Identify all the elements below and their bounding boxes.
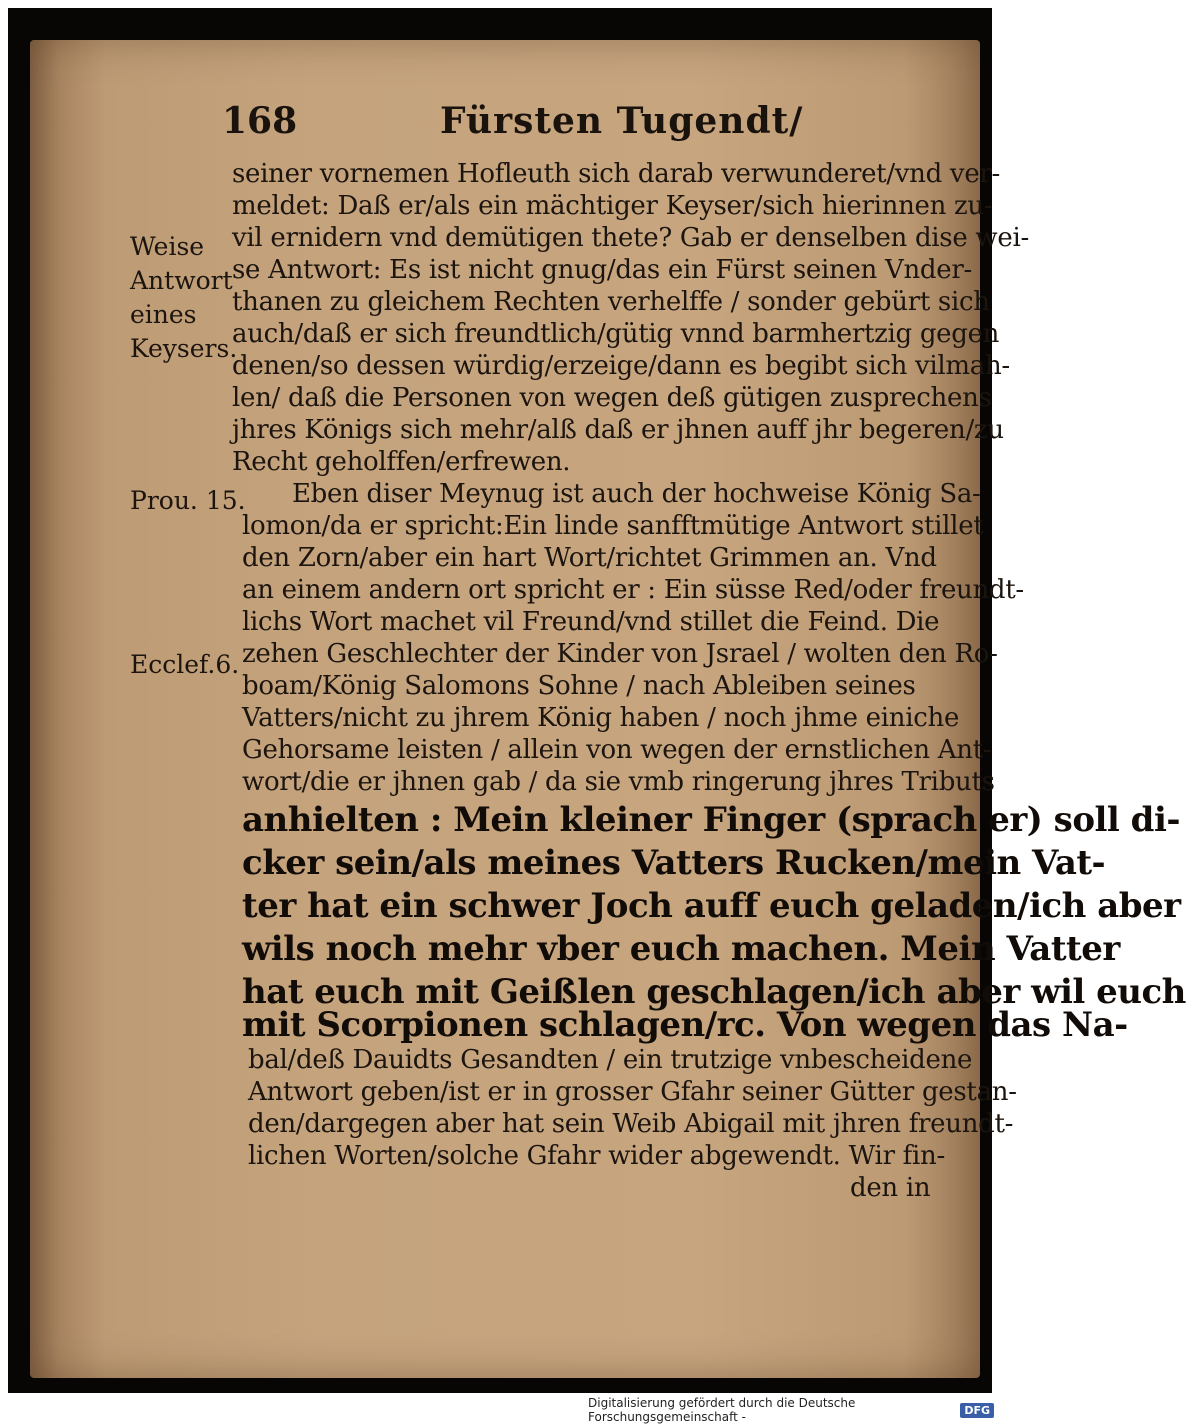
- dfg-logo: DFG: [960, 1403, 994, 1418]
- text-line: len/ daß die Personen von wegen deß gütigen zusprechens: [232, 383, 992, 413]
- running-head: Fürsten Tugendt/: [440, 100, 804, 142]
- margin-note-reference: Prou. 15.: [130, 486, 246, 515]
- text-line: seiner vornemen Hofleuth sich darab verwunderet/vnd ver-: [232, 159, 1001, 189]
- text-line-emphasis: hat euch mit Geißlen geschlagen/ich aber wil euch: [242, 972, 1186, 1012]
- text-line: Antwort geben/ist er in grosser Gfahr seiner Gütter gestan-: [248, 1077, 1017, 1107]
- text-line: Eben diser Meynug ist auch der hochweise König Sa-: [292, 479, 981, 509]
- text-line: denen/so dessen würdig/erzeige/dann es begibt sich vilmah-: [232, 351, 1010, 381]
- text-line: Recht geholffen/erfrewen.: [232, 447, 571, 477]
- text-line: boam/König Salomons Sohne / nach Ableiben seines: [242, 671, 916, 701]
- credit-text: Digitalisierung gefördert durch die Deutsche Forschungsgemeinschaft -: [588, 1396, 856, 1424]
- text-line: lichen Worten/solche Gfahr wider abgewendt. Wir fin-: [248, 1141, 945, 1171]
- margin-note: Weise: [130, 232, 205, 261]
- text-line: den Zorn/aber ein hart Wort/richtet Grimmen an. Vnd: [242, 543, 937, 573]
- margin-note: Antwort: [130, 266, 233, 295]
- text-line: thanen zu gleichem Rechten verhelffe / sonder gebürt sich: [232, 287, 990, 317]
- text-line-emphasis: ter hat ein schwer Joch auff euch geladen/ich aber: [242, 886, 1181, 926]
- text-line: se Antwort: Es ist nicht gnug/das ein Fürst seinen Vnder-: [232, 255, 972, 285]
- text-line: Vatters/nicht zu jhrem König haben / noch jhme einiche: [242, 703, 960, 733]
- text-line: wort/die er jhnen gab / da sie vmb ringerung jhres Tributs: [242, 767, 995, 797]
- text-line-emphasis: wils noch mehr vber euch machen. Mein Vatter: [242, 929, 1120, 969]
- text-line: vil ernidern vnd demütigen thete? Gab er denselben dise wei-: [232, 223, 1029, 253]
- catchword: den in: [850, 1173, 931, 1203]
- text-line: an einem andern ort spricht er : Ein süsse Red/oder freundt-: [242, 575, 1024, 605]
- text-line: meldet: Daß er/als ein mächtiger Keyser/sich hierinnen zu-: [232, 191, 993, 221]
- text-line: auch/daß er sich freundtlich/gütig vnnd barmhertzig gegen: [232, 319, 1000, 349]
- margin-note: Keysers.: [130, 334, 238, 363]
- text-line-emphasis: mit Scorpionen schlagen/rc. Von wegen das Na-: [242, 1005, 1128, 1045]
- text-line: den/dargegen aber hat sein Weib Abigail mit jhren freundt-: [248, 1109, 1014, 1139]
- digitization-credit: [588, 1396, 994, 1424]
- text-line: bal/deß Dauidts Gesandten / ein trutzige vnbescheidene: [248, 1045, 973, 1075]
- text-line-emphasis: cker sein/als meines Vatters Rucken/mein Vat-: [242, 843, 1106, 883]
- margin-note-reference: Ecclef.6.: [130, 650, 240, 679]
- text-line-emphasis: anhielten : Mein kleiner Finger (sprach er) soll di-: [242, 800, 1180, 840]
- margin-note: eines: [130, 300, 197, 329]
- page-number: 168: [222, 100, 298, 142]
- text-line: jhres Königs sich mehr/alß daß er jhnen auff jhr begeren/zu: [232, 415, 1004, 445]
- text-line: lichs Wort machet vil Freund/vnd stillet die Feind. Die: [242, 607, 940, 637]
- text-line: Gehorsame leisten / allein von wegen der ernstlichen Ant-: [242, 735, 992, 765]
- text-line: zehen Geschlechter der Kinder von Jsrael / wolten den Ro-: [242, 639, 998, 669]
- text-line: lomon/da er spricht:Ein linde sanfftmütige Antwort stillet: [242, 511, 984, 541]
